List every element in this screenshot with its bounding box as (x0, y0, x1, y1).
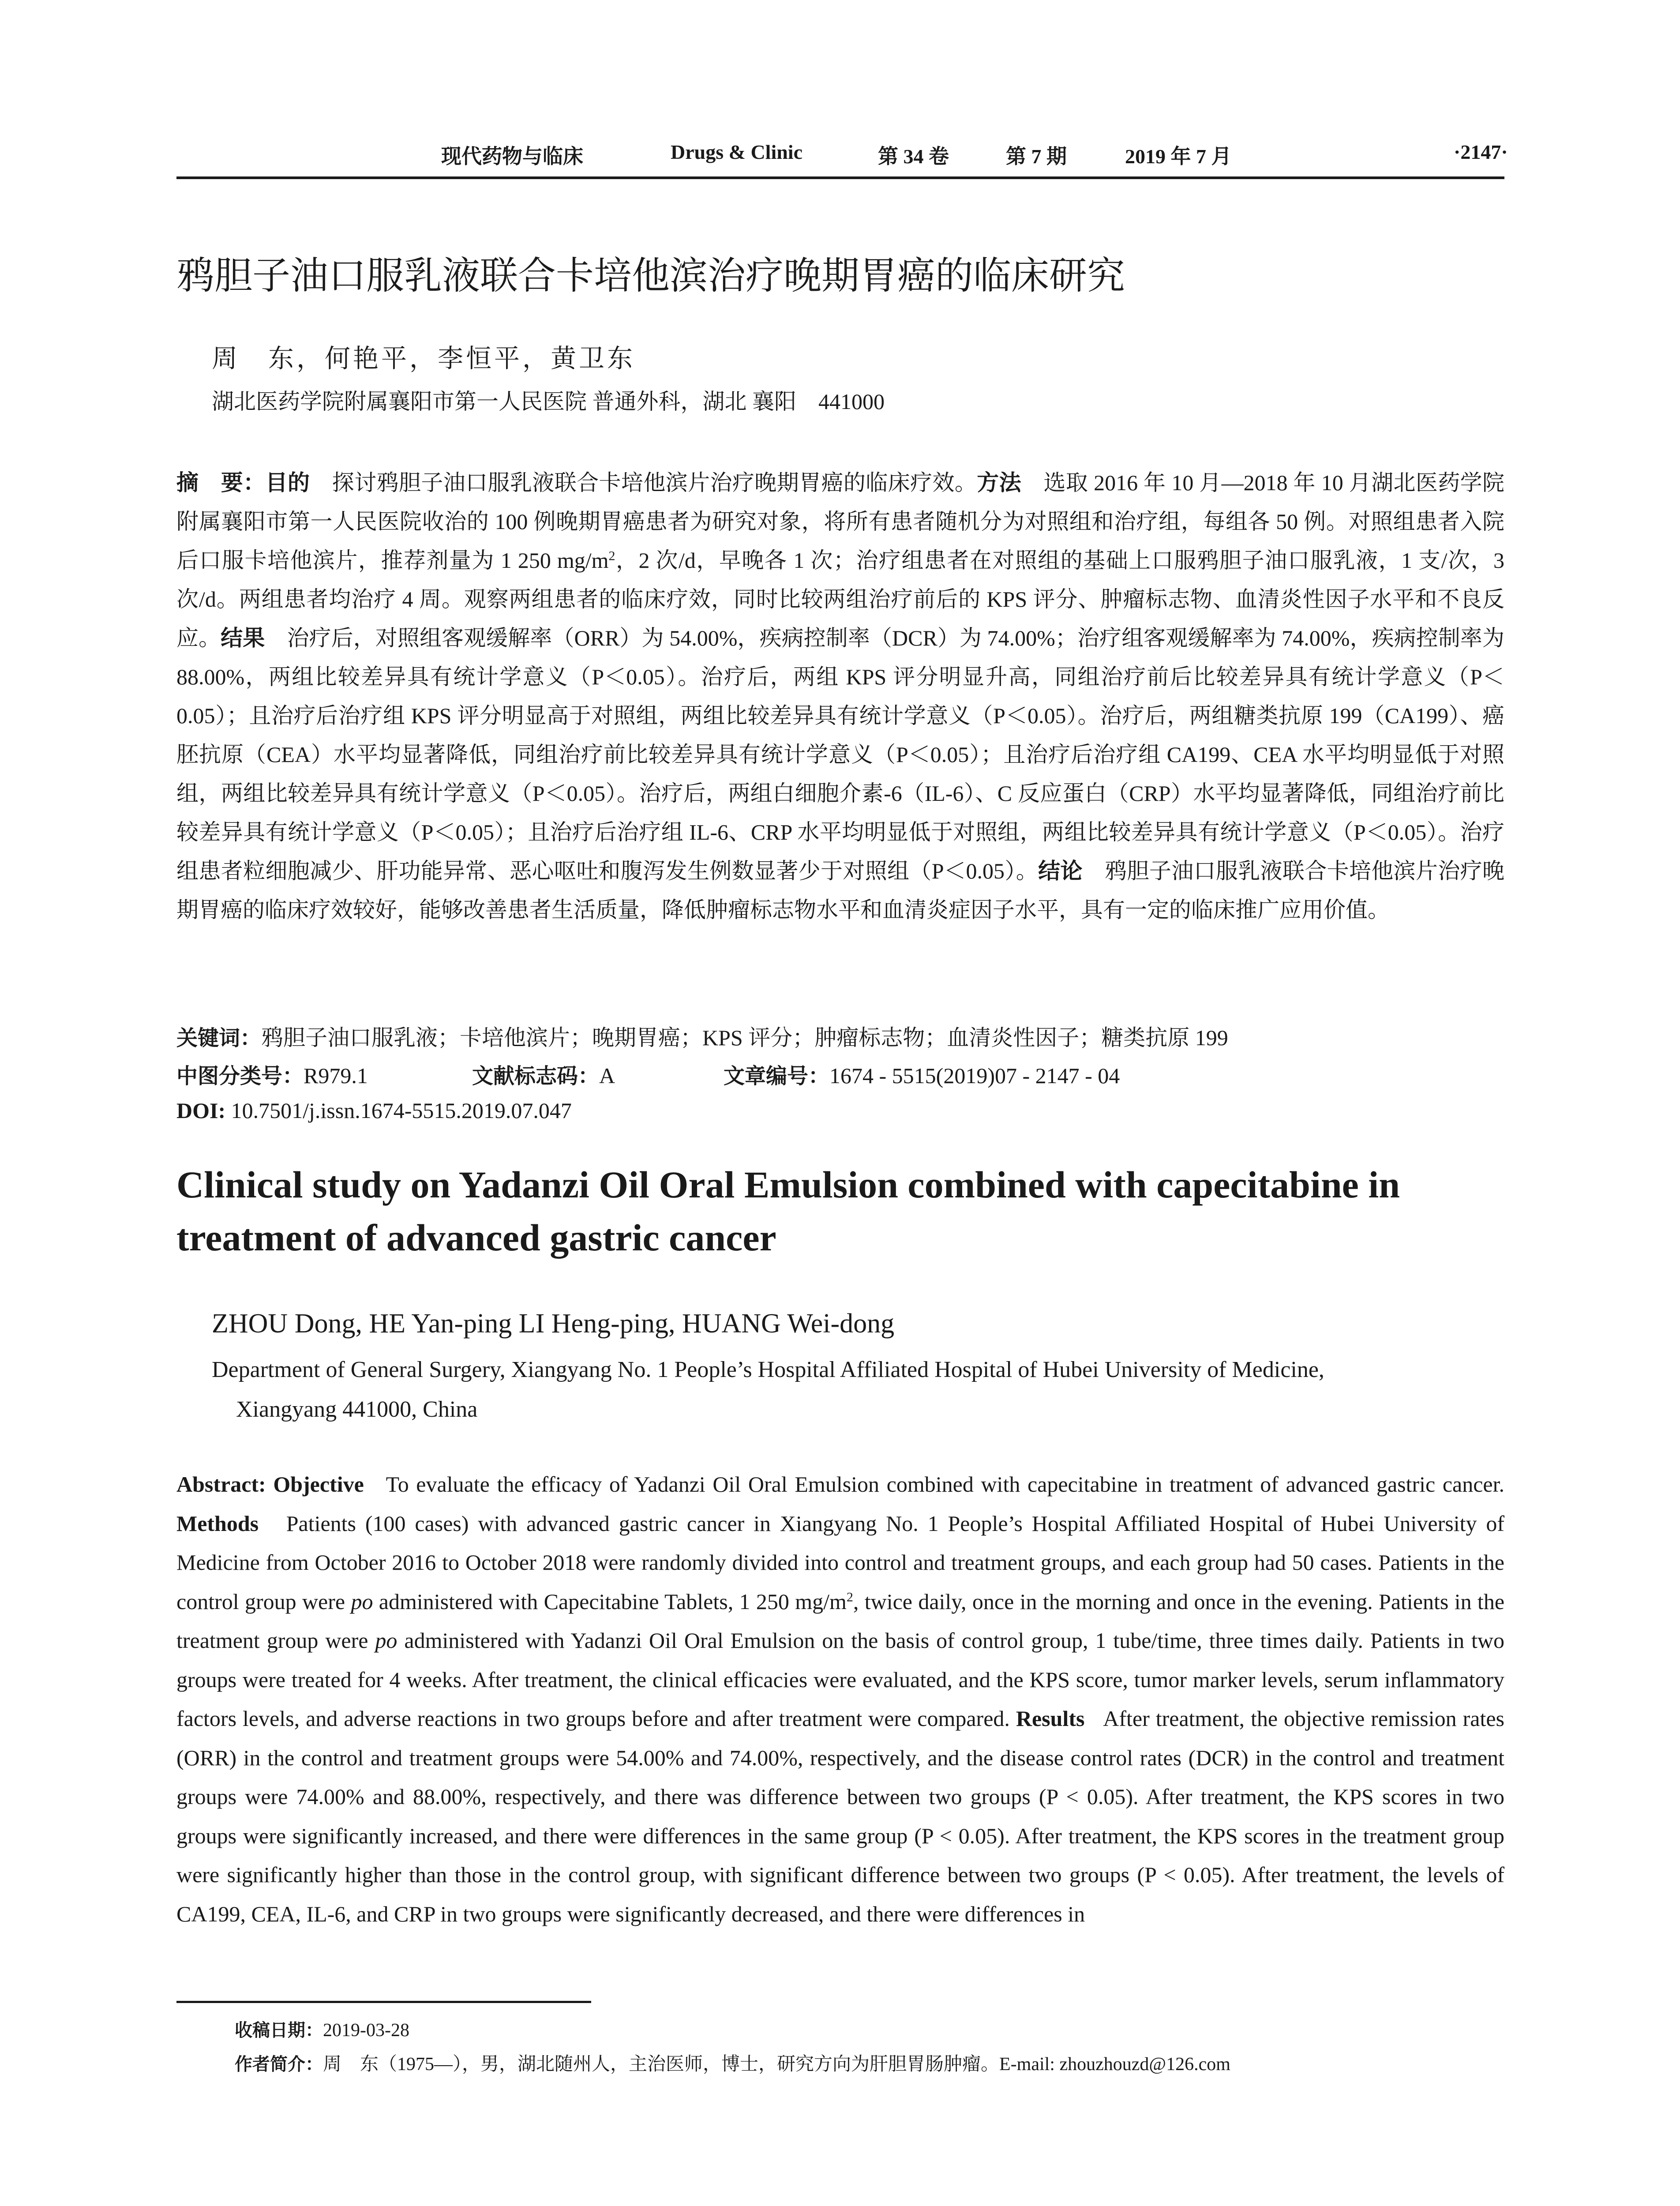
footnote-rule (176, 2001, 591, 2003)
clc-label: 中图分类号： (176, 1064, 304, 1088)
methods-en-d: administered with Yadanzi Oil Oral Emulsion on the basis of control group, 1 tube/time, three times daily. Patients in two groups were treated for 4 weeks. After treatment, the clinical efficacies were evaluated, and the KPS score, tumor marker levels, serum inflammatory factors levels, and adverse reactions in two groups before and after treatment were compared. (176, 1628, 1505, 1731)
issue: 第 7 期 (1006, 145, 1067, 168)
results-label-en: Results (1016, 1706, 1085, 1731)
abstract-cn (176, 463, 1504, 929)
article-title-en: Clinical study on Yadanzi Oil Oral Emulsion combined with capecitabine in treatment of advanced gastric cancer (176, 1163, 1400, 1259)
doi-row (176, 1098, 572, 1123)
objective-cn: 探讨鸦胆子油口服乳液联合卡培他滨片治疗晚期胃癌的临床疗效。 (332, 470, 977, 495)
received-date-note (235, 2016, 409, 2041)
doc-code-label: 文献标志码： (472, 1064, 600, 1088)
po-term-2: po (375, 1628, 398, 1653)
objective-label-cn: 目的 (265, 470, 310, 495)
methods-cn-sup: 2 (608, 548, 615, 563)
results-en: After treatment, the objective remission rates (ORR) in the control and treatment groups were 54.00% and 74.00%, respectively, and the disease control rates (DCR) in the control and treatment groups were 74.00% and 88.00%, respectively, and there was difference between two groups (P < 0.05). After treatment, the KPS scores in two groups were significantly increased, and there were differences in the same group (P < 0.05). After treatment, the KPS scores in the treatment group were significantly higher than those in the control group, with significant difference between two groups (P < 0.05). After treatment, the levels of CA199, CEA, IL-6, and CRP in two groups were significantly decreased, and there were differences in (176, 1706, 1504, 1926)
running-header (176, 140, 1508, 176)
methods-en-c: , twice daily, once in the morning and once in the evening. Patients in the treatment group were (176, 1589, 1505, 1653)
clc-code: R979.1 (304, 1063, 368, 1088)
affiliation-en-line1: Department of General Surgery, Xiangyang No. 1 People’s Hospital Affiliated Hospital of Hubei University of Medicine, (212, 1357, 1324, 1382)
keywords-label: 关键词： (176, 1026, 262, 1050)
keywords-row (176, 1020, 1228, 1052)
conclusion-label-cn: 结论 (1038, 858, 1083, 884)
authors-cn: 周 东，何艳平，李恒平，黄卫东 (212, 343, 636, 373)
article-title-cn: 鸦胆子油口服乳液联合卡培他滨治疗晚期胃癌的临床研究 (176, 254, 1125, 298)
journal-name-en: Drugs & Clinic (671, 141, 802, 163)
conclusion-cn: 鸦胆子油口服乳液联合卡培他滨片治疗晚期胃癌的临床疗效较好，能够改善患者生活质量，降低肿瘤标志物水平和血清炎症因子水平，具有一定的临床推广应用价值。 (176, 859, 1505, 922)
author-bio-note (235, 2049, 1230, 2076)
doi-value: 10.7501/j.issn.1674-5515.2019.07.047 (231, 1098, 572, 1123)
page-number: ·2147· (1454, 141, 1508, 163)
author-bio: 周 东（1975—），男，湖北随州人，主治医师，博士，研究方向为肝胆胃肠肿瘤。E-mail: zhouzhouzd@126.com (323, 2054, 1230, 2075)
author-bio-label: 作者简介： (235, 2054, 323, 2075)
keywords-text: 鸦胆子油口服乳液；卡培他滨片；晚期胃癌；KPS 评分；肿瘤标志物；血清炎性因子；糖类抗原 199 (261, 1025, 1228, 1050)
article-number-label: 文章编号： (724, 1064, 830, 1088)
header-rule (176, 176, 1504, 179)
affiliation-en-line2: Xiangyang 441000, China (236, 1397, 478, 1422)
journal-name-cn: 现代药物与临床 (441, 145, 583, 168)
methods-cn-b: ，2 次/d，早晚各 1 次；治疗组患者在对照组的基础上口服鸦胆子油口服乳液，1 支/次，3 次/d。两组患者均治疗 4 周。观察两组患者的临床疗效，同时比较两组治疗前后的 KPS 评分、肿瘤标志物、血清炎性因子水平和不良反应。 (176, 548, 1504, 650)
received-date: 2019-03-28 (323, 2020, 409, 2041)
methods-label-cn: 方法 (977, 470, 1022, 495)
results-cn: 治疗后，对照组客观缓解率（ORR）为 54.00%，疾病控制率（DCR）为 74.00%；治疗组客观缓解率为 74.00%，疾病控制率为 88.00%，两组比较差异具有统计学意义（P＜0.05）。治疗后，两组 KPS 评分明显升高，同组治疗前后比较差异具有统计学意义（P＜0.05）；且治疗后治疗组 KPS 评分明显高于对照组，两组比较差异具有统计学意义（P＜0.05）。治疗后，两组糖类抗原 199（CA199）、癌胚抗原（CEA）水平均显著降低，同组治疗前比较差异具有统计学意义（P＜0.05）；且治疗后治疗组 CA199、CEA 水平均明显低于对照组，两组比较差异具有统计学意义（P＜0.05）。治疗后，两组白细胞介素-6（IL-6）、C 反应蛋白（CRP）水平均显著降低，同组治疗前比较差异具有统计学意义（P＜0.05）；且治疗后治疗组 IL-6、CRP 水平均明显低于对照组，两组比较差异具有统计学意义（P＜0.05）。治疗组患者粒细胞减少、肝功能异常、恶心呕吐和腹泻发生例数显著少于对照组（P＜0.05）。 (176, 626, 1504, 883)
issue-date: 2019 年 7 月 (1125, 145, 1232, 168)
methods-en-b: administered with Capecitabine Tablets, 1 250 mg/m (379, 1589, 847, 1614)
abstract-cn-label: 摘 要： (176, 470, 266, 495)
volume: 第 34 卷 (878, 145, 949, 168)
authors-en: ZHOU Dong, HE Yan-ping LI Heng-ping, HUANG Wei-dong (212, 1309, 895, 1339)
objective-en: To evaluate the efficacy of Yadanzi Oil Oral Emulsion combined with capecitabine in treatment of advanced gastric cancer. (386, 1472, 1504, 1497)
received-label: 收稿日期： (235, 2020, 323, 2041)
methods-cn-a: 选取 2016 年 10 月—2018 年 10 月湖北医药学院附属襄阳市第一人民医院收治的 100 例晚期胃癌患者为研究对象，将所有患者随机分为对照组和治疗组，每组各 50 例。对照组患者入院后口服卡培他滨片，推荐剂量为 1 250 mg/m (176, 470, 1505, 573)
results-label-cn: 结果 (221, 625, 265, 651)
article-number: 1674 - 5515(2019)07 - 2147 - 04 (829, 1063, 1120, 1088)
affiliation-cn: 湖北医药学院附属襄阳市第一人民医院 普通外科，湖北 襄阳 441000 (212, 389, 885, 414)
methods-label-en: Methods (176, 1511, 259, 1536)
abstract-en (176, 1465, 1504, 1933)
methods-en-a: Patients (100 cases) with advanced gastric cancer in Xiangyang No. 1 People’s Hospital Affiliated Hospital of Hubei University of Medicine from October 2016 to October 2018 were randomly divided into control and treatment groups, and each group had 50 cases. Patients in the control group were (176, 1511, 1505, 1614)
methods-en-sup: 2 (846, 1589, 853, 1604)
doc-code: A (599, 1063, 615, 1088)
affiliation-en (212, 1350, 1504, 1429)
po-term-1: po (351, 1589, 373, 1614)
doi-label: DOI: (176, 1098, 226, 1123)
abstract-en-label: Abstract: Objective (176, 1472, 364, 1497)
